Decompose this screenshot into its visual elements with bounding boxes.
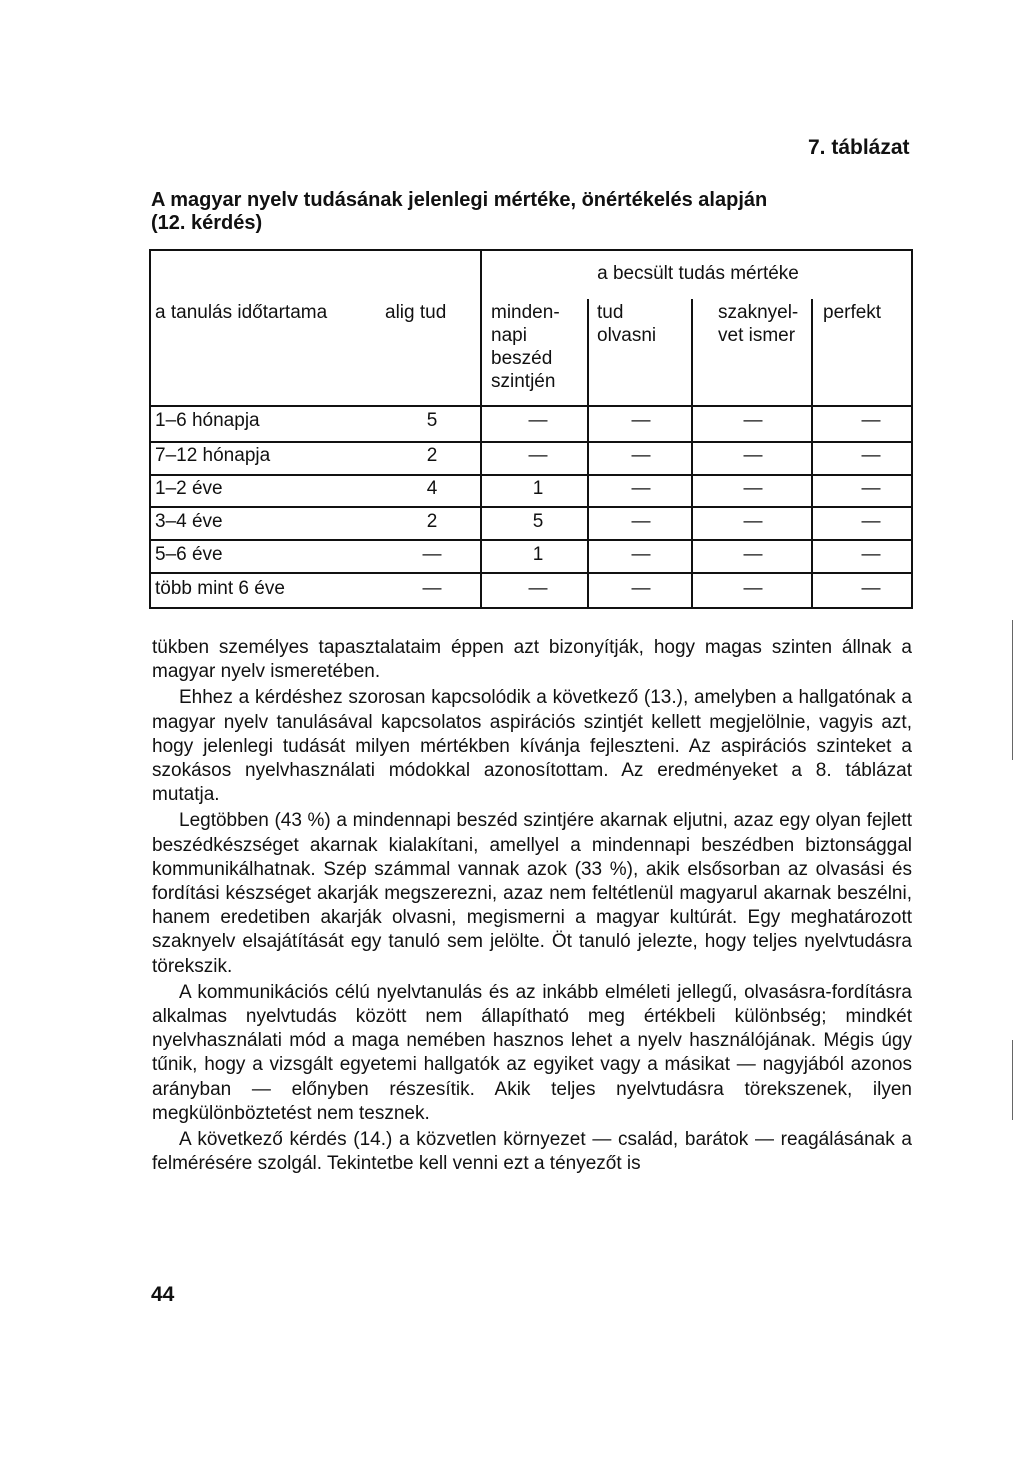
row-alig: 2 (426, 511, 438, 532)
row-olvasni: — (631, 544, 651, 565)
header-szaknyelv-line: szaknyel- (718, 302, 799, 323)
row-szaknyelv: — (743, 410, 763, 431)
table-rule (480, 251, 482, 607)
table-caption (151, 189, 831, 235)
row-alig: 4 (426, 478, 438, 499)
row-period: 5–6 éve (155, 544, 223, 565)
header-olvasni-line: olvasni (597, 325, 657, 346)
header-period: a tanulás időtartama (155, 302, 328, 323)
scan-margin-mark (1012, 620, 1013, 760)
body-text (152, 636, 912, 1178)
row-perfekt: — (861, 478, 881, 499)
row-period: 7–12 hónapja (155, 445, 271, 466)
header-olvasni (597, 301, 656, 347)
header-szaknyelv-line: vet ismer (718, 325, 796, 346)
row-olvasni: — (631, 478, 651, 499)
row-mindennapi: — (528, 410, 548, 431)
row-perfekt: — (861, 578, 881, 599)
paragraph: A következő kérdés (14.) a közvetlen környezet — család, barátok — reagálásának a felmérésére szolgál. Tekintetbe kell venni ezt a tényezőt is (152, 1129, 912, 1175)
row-perfekt: — (861, 511, 881, 532)
row-alig: 2 (426, 445, 438, 466)
row-perfekt: — (861, 544, 881, 565)
caption-line-2: (12. kérdés) (151, 212, 263, 234)
row-olvasni: — (631, 511, 651, 532)
header-olvasni-line: tud (597, 302, 624, 323)
row-szaknyelv: — (743, 578, 763, 599)
table-rule (587, 299, 589, 607)
row-alig: — (422, 578, 442, 599)
scan-margin-mark (1012, 1040, 1013, 1120)
row-olvasni: — (631, 578, 651, 599)
header-mindennapi-line: szintjén (491, 371, 556, 392)
table-number: 7. táblázat (808, 136, 910, 159)
table-rule (811, 299, 813, 607)
paragraph: tükben személyes tapasztalataim éppen azt bizonyítják, hogy magas szinten állnak a magyar nyelv ismeretében. (152, 637, 912, 683)
caption-line-1: A magyar nyelv tudásának jelenlegi mértéke, önértékelés alapján (151, 189, 768, 211)
paragraph: A kommunikációs célú nyelvtanulás és az inkább elméleti jellegű, olvasásra-fordításra alkalmas nyelvtudás között nem állapítható meg értékbeli különbség; mindkét nyelvhasználati mód a maga nemében hasznos lehet a nyelv használójának. Mégis úgy tűnik, hogy a vizsgált egyetemi hallgatók az egyiket vagy a másikat — nagyjából azonos arányban — előnyben részesítik. Akik teljes nyelvtudásra törekszenek, ilyen megkülönböztetést nem tesznek. (152, 981, 912, 1124)
row-mindennapi: 1 (532, 544, 544, 565)
paragraph: Ehhez a kérdéshez szorosan kapcsolódik a következő (13.), amelyben a hallgatónak a magyar nyelv tanulásával kapcsolatos aspirációs szintjét kellett megjelölnie, vagyis azt, hogy jelenlegi tudását milyen mértékben kívánja fejleszteni. Az aspirációs szinteket a szokásos nyelvhasználati módokkal azonosítottam. Az eredményeket a 8. táblázat mutatja. (152, 687, 912, 806)
row-szaknyelv: — (743, 478, 763, 499)
row-alig: 5 (426, 410, 438, 431)
row-szaknyelv: — (743, 445, 763, 466)
table-rule (691, 299, 693, 607)
data-table (149, 249, 913, 609)
table-rule (151, 441, 911, 443)
header-mindennapi (491, 301, 560, 393)
row-szaknyelv: — (743, 544, 763, 565)
row-period: több mint 6 éve (155, 578, 285, 599)
row-period: 1–6 hónapja (155, 410, 260, 431)
row-mindennapi: — (528, 445, 548, 466)
header-mindennapi-line: minden- (491, 302, 560, 323)
row-mindennapi: 5 (532, 511, 544, 532)
paragraph: Legtöbben (43 %) a mindennapi beszéd szintjére akarnak eljutni, azaz egy olyan fejlett beszédkészséget akarnak kialakítani, amellyel a mindennapi beszédben biztonsággal kommunikálhatnak. Szép számmal vannak azok (33 %), akik elsősorban az olvasási és fordítási készséget akarják megszerezni, azaz nem feltétlenül magyarul akarnak beszélni, hanem eredetiben akarják olvasni, megismerni a magyar kultúrát. Egy meghatározott szaknyelv elsajátítását egy tanuló sem jelölte. Öt tanuló jelezte, hogy teljes nyelvtudásra törekszik. (152, 810, 912, 977)
row-olvasni: — (631, 445, 651, 466)
row-perfekt: — (861, 445, 881, 466)
page-number: 44 (151, 1283, 175, 1306)
header-mindennapi-line: napi (491, 325, 527, 346)
table-rule (151, 474, 911, 476)
header-alig: alig tud (385, 302, 447, 323)
row-mindennapi: 1 (532, 478, 544, 499)
row-alig: — (422, 544, 442, 565)
header-szaknyelv (718, 301, 798, 347)
table-rule (151, 405, 911, 407)
row-mindennapi: — (528, 578, 548, 599)
table-rule (151, 506, 911, 508)
table-rule (151, 572, 911, 574)
header-perfekt: perfekt (823, 302, 882, 323)
group-header: a becsült tudás mértéke (597, 263, 799, 284)
row-perfekt: — (861, 410, 881, 431)
table-rule (151, 539, 911, 541)
header-mindennapi-line: beszéd (491, 348, 553, 369)
row-period: 3–4 éve (155, 511, 223, 532)
row-period: 1–2 éve (155, 478, 223, 499)
row-szaknyelv: — (743, 511, 763, 532)
row-olvasni: — (631, 410, 651, 431)
